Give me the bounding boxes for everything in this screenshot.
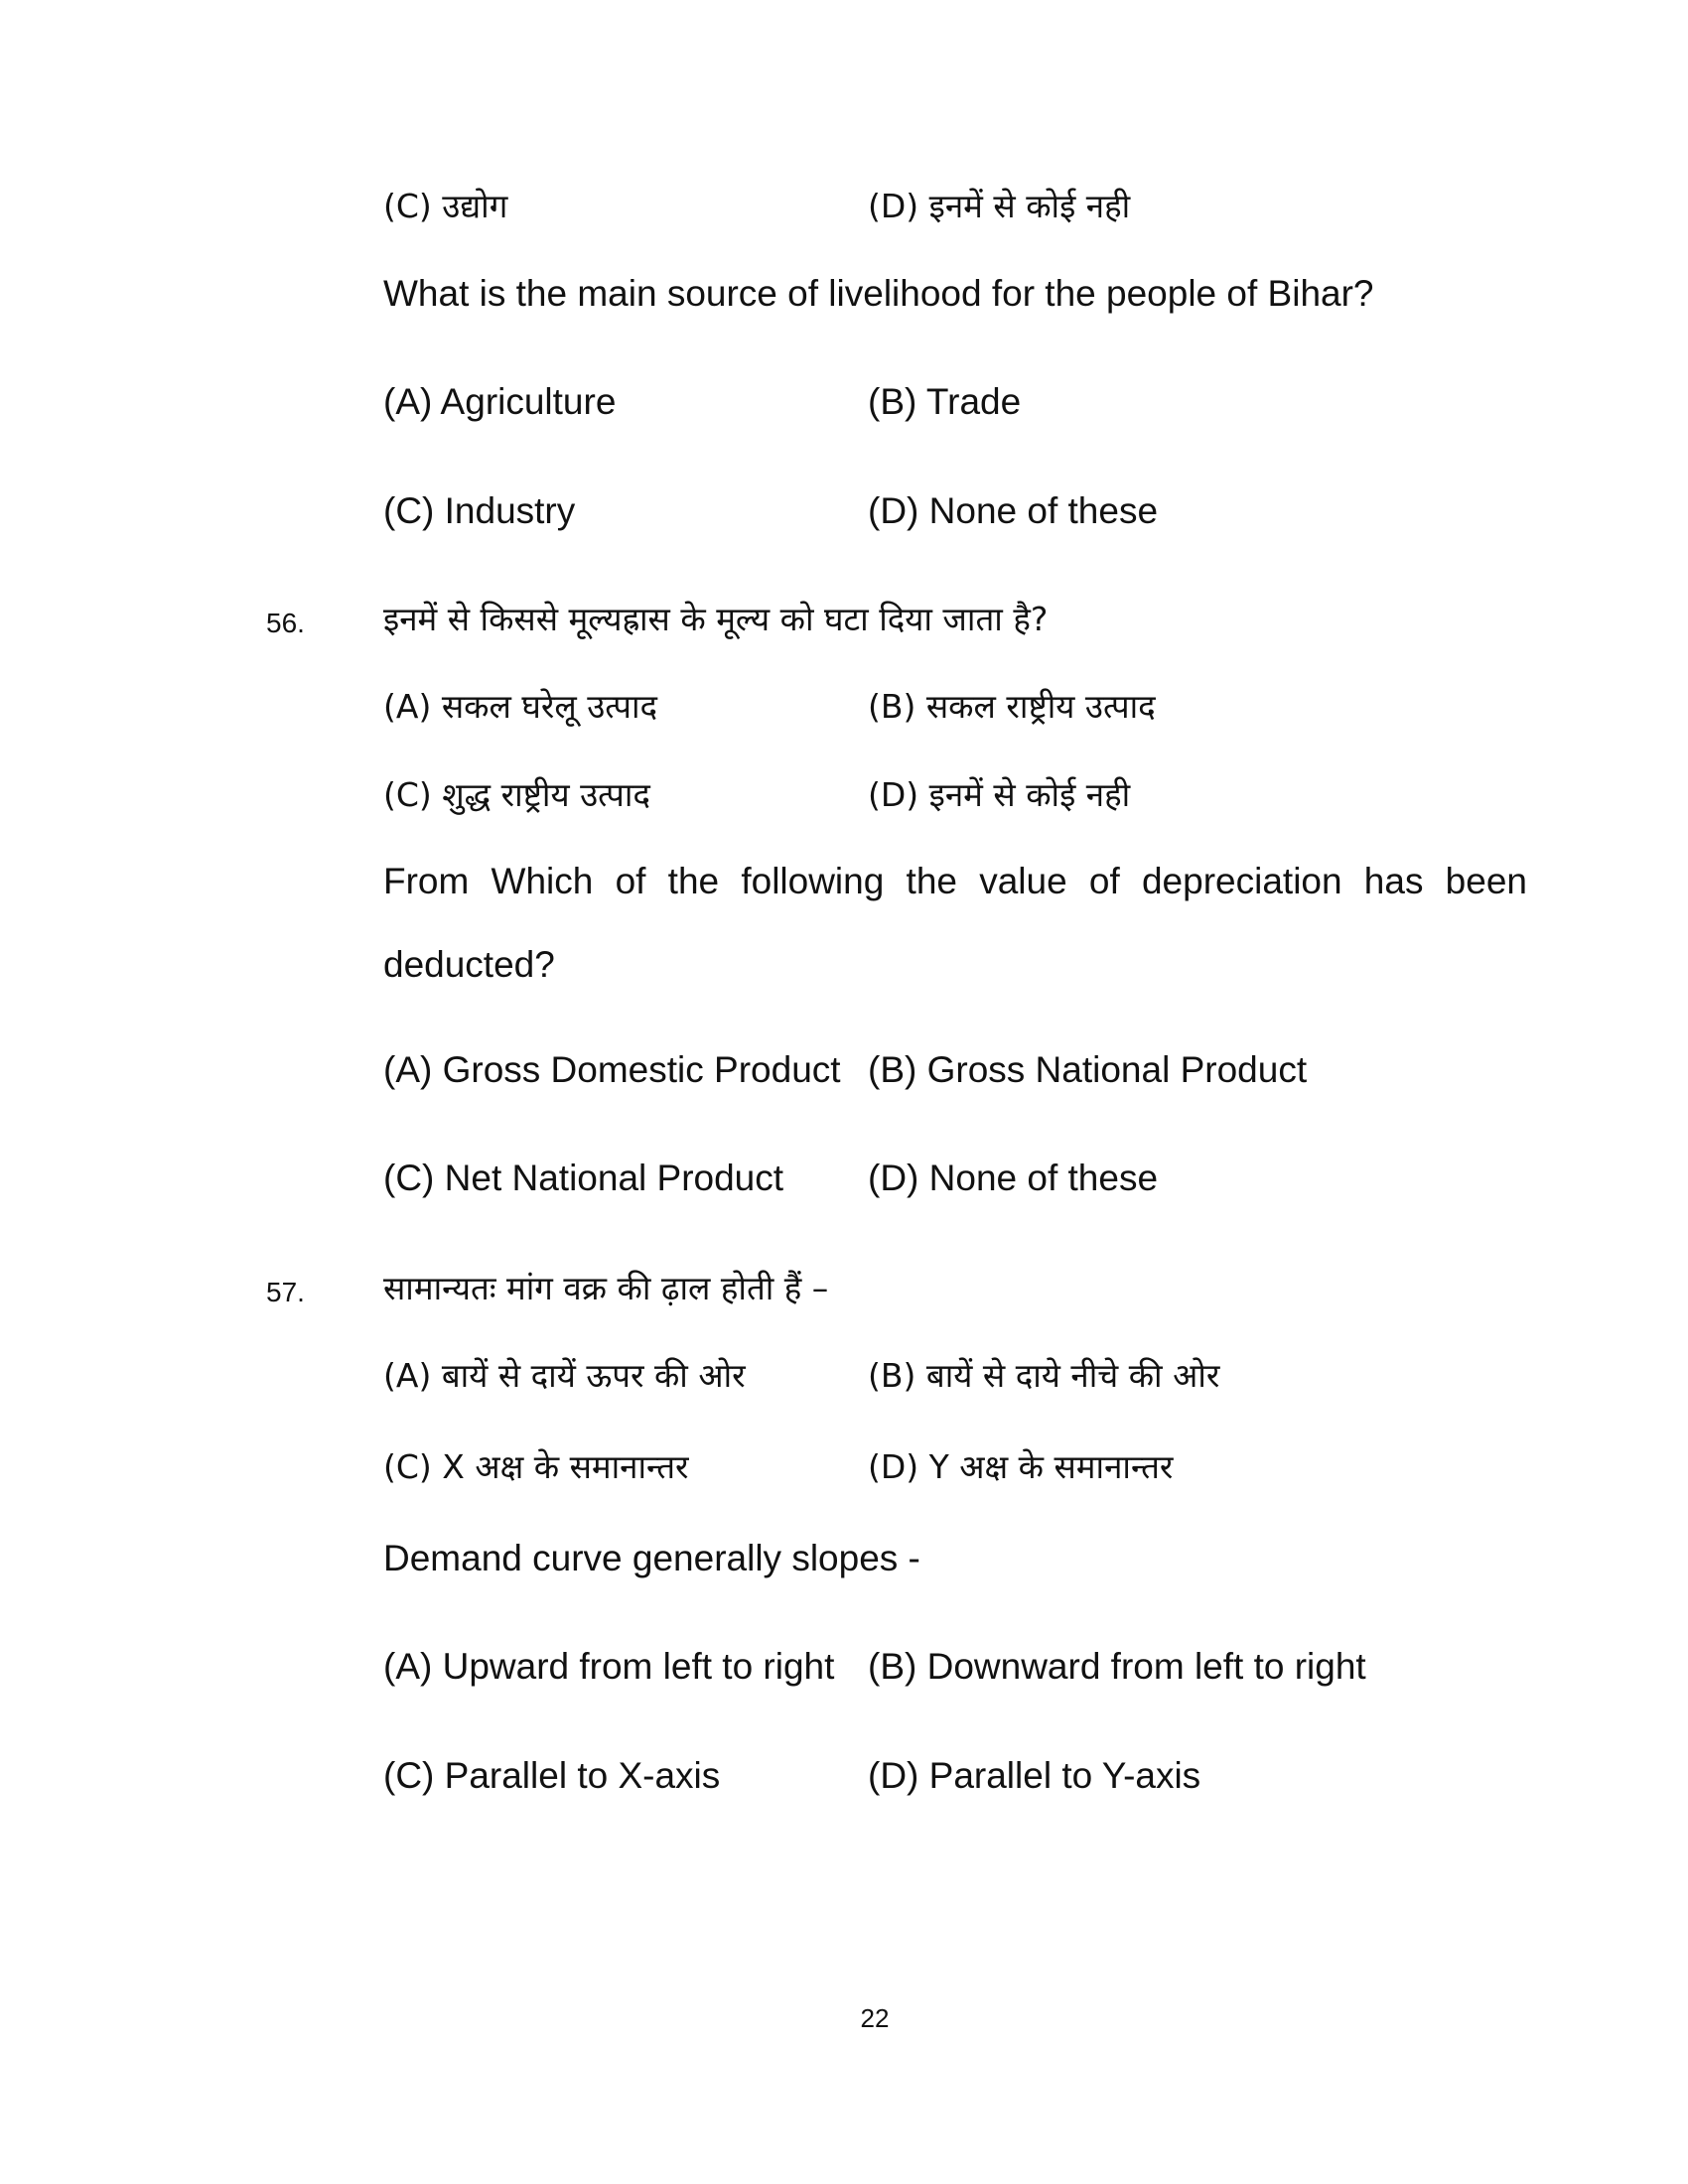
option-a-english: (A) Agriculture xyxy=(383,381,617,422)
option-d-hindi: (D) Y अक्ष के समानान्तर xyxy=(868,1447,1174,1486)
option-d-hindi: (D) इनमें से कोई नही xyxy=(868,187,1131,225)
option-b-hindi: (B) बायें से दाये नीचे की ओर xyxy=(868,1356,1220,1395)
option-c-english: (C) Industry xyxy=(383,490,576,531)
option-b-english: (B) Gross National Product xyxy=(868,1049,1308,1090)
option-c-english: (C) Net National Product xyxy=(383,1158,784,1198)
question-number: 56. xyxy=(266,608,305,638)
option-b-hindi: (B) सकल राष्ट्रीय उत्पाद xyxy=(868,687,1156,726)
option-c-hindi: (C) X अक्ष के समानान्तर xyxy=(383,1447,689,1486)
option-a-hindi: (A) बायें से दायें ऊपर की ओर xyxy=(383,1356,746,1395)
question-text-hindi: इनमें से किससे मूल्यह्रास के मूल्य को घटा दिया जाता है? xyxy=(383,600,1049,638)
question-number: 57. xyxy=(266,1277,305,1307)
option-a-hindi: (A) सकल घरेलू उत्पाद xyxy=(383,687,658,726)
option-c-english: (C) Parallel to X-axis xyxy=(383,1755,721,1796)
option-a-english: (A) Gross Domestic Product xyxy=(383,1049,841,1090)
question-text-english: From Which of the following the value of depreciation has been deducted? xyxy=(383,861,1527,985)
option-d-hindi: (D) इनमें से कोई नही xyxy=(868,775,1131,814)
option-c-hindi: (C) उद्योग xyxy=(383,187,508,225)
option-b-english: (B) Downward from left to right xyxy=(868,1646,1366,1687)
page-number: 22 xyxy=(860,2003,890,2033)
option-b-english: (B) Trade xyxy=(868,381,1022,422)
option-a-english: (A) Upward from left to right xyxy=(383,1646,835,1687)
question-text-hindi: सामान्यतः मांग वक्र की ढ़ाल होती हैं – xyxy=(383,1269,829,1307)
question-text-english: What is the main source of livelihood for the people of Bihar? xyxy=(383,273,1374,314)
option-c-hindi: (C) शुद्ध राष्ट्रीय उत्पाद xyxy=(383,775,650,814)
option-d-english: (D) None of these xyxy=(868,1158,1159,1198)
option-d-english: (D) None of these xyxy=(868,490,1159,531)
option-d-english: (D) Parallel to Y-axis xyxy=(868,1755,1201,1796)
question-text-english: Demand curve generally slopes - xyxy=(383,1538,920,1578)
